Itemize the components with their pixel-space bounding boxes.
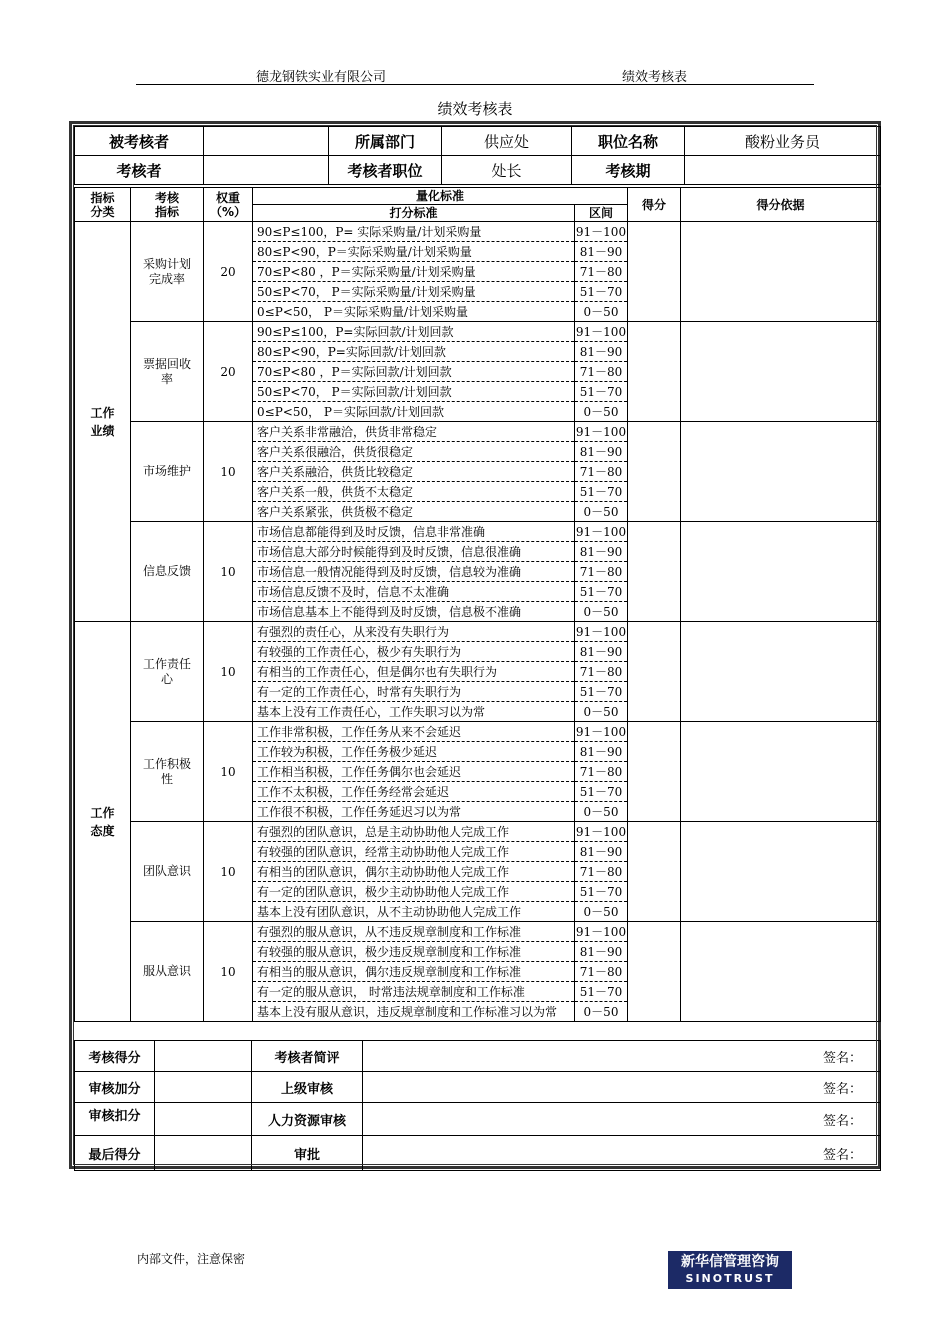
dept-label: 所属部门 — [329, 127, 442, 156]
range-value: 91－100 — [575, 822, 628, 842]
range-value: 51－70 — [575, 782, 628, 802]
criterion-text: 有相当的工作责任心，但是偶尔也有失职行为 — [253, 662, 575, 682]
range-value: 71－80 — [575, 862, 628, 882]
criteria-row — [75, 622, 881, 642]
indicator-name: 市场维护 — [131, 422, 204, 522]
range-value: 51－70 — [575, 582, 628, 602]
weight-value: 10 — [204, 522, 253, 622]
criterion-text: 客户关系紧张，供货极不稳定 — [253, 502, 575, 522]
score-basis-field[interactable] — [681, 622, 881, 722]
range-value: 51－70 — [575, 382, 628, 402]
col-category: 指标分类 — [75, 188, 131, 222]
criteria-row — [75, 722, 881, 742]
range-value: 0－50 — [575, 602, 628, 622]
grading-table — [74, 187, 881, 1022]
weight-value: 10 — [204, 422, 253, 522]
range-value: 91－100 — [575, 622, 628, 642]
criterion-text: 有一定的团队意识，极少主动协助他人完成工作 — [253, 882, 575, 902]
criteria-row — [75, 522, 881, 542]
approval-label: 审批 — [252, 1136, 363, 1171]
indicator-name: 工作责任心 — [131, 622, 204, 722]
criterion-text: 有较强的服从意识，极少违反规章制度和工作标准 — [253, 942, 575, 962]
position-field[interactable]: 酸粉业务员 — [685, 127, 881, 156]
score-basis-field[interactable] — [681, 822, 881, 922]
period-label: 考核期 — [572, 156, 685, 185]
range-value: 91－100 — [575, 522, 628, 542]
form-frame — [69, 121, 881, 1169]
score-field[interactable] — [628, 822, 681, 922]
criterion-text: 有强烈的服从意识，从不违反规章制度和工作标准 — [253, 922, 575, 942]
range-value: 0－50 — [575, 1002, 628, 1022]
criterion-text: 客户关系一般，供货不太稳定 — [253, 482, 575, 502]
indicator-name: 团队意识 — [131, 822, 204, 922]
indicator-name: 工作积极性 — [131, 722, 204, 822]
range-value: 71－80 — [575, 462, 628, 482]
range-value: 81－90 — [575, 942, 628, 962]
indicator-name: 信息反馈 — [131, 522, 204, 622]
criterion-text: 基本上没有工作责任心，工作失职习以为常 — [253, 702, 575, 722]
criterion-text: 90≤P≤100，P= 实际采购量/计划采购量 — [253, 222, 575, 242]
criterion-text: 有较强的工作责任心，极少有失职行为 — [253, 642, 575, 662]
confidential-note: 内部文件，注意保密 — [137, 1252, 246, 1266]
info-table — [74, 126, 881, 185]
weight-value: 10 — [204, 922, 253, 1022]
score-basis-field[interactable] — [681, 222, 881, 322]
sinotrust-logo — [668, 1251, 792, 1289]
range-value: 51－70 — [575, 682, 628, 702]
score-basis-field[interactable] — [681, 522, 881, 622]
score-field[interactable] — [628, 922, 681, 1022]
col-score: 得分 — [628, 188, 681, 222]
criterion-text: 有一定的服从意识， 时常违法规章制度和工作标准 — [253, 982, 575, 1002]
score-field[interactable] — [628, 522, 681, 622]
criterion-text: 工作相当积极，工作任务偶尔也会延迟 — [253, 762, 575, 782]
col-scoring: 打分标准 — [253, 205, 575, 222]
criterion-text: 50≤P<70， P＝实际采购量/计划采购量 — [253, 282, 575, 302]
range-value: 71－80 — [575, 362, 628, 382]
criterion-text: 0≤P<50， P＝实际采购量/计划采购量 — [253, 302, 575, 322]
criterion-text: 有相当的团队意识，偶尔主动协助他人完成工作 — [253, 862, 575, 882]
criterion-text: 客户关系很融洽，供货很稳定 — [253, 442, 575, 462]
deduct-label: 审核扣分 — [75, 1103, 155, 1136]
assessor-label: 考核者 — [75, 156, 204, 185]
range-value: 51－70 — [575, 982, 628, 1002]
bonus-label: 审核加分 — [75, 1072, 155, 1103]
col-weight: 权重（%） — [204, 188, 253, 222]
criterion-text: 工作较为积极，工作任务极少延迟 — [253, 742, 575, 762]
dept-field[interactable]: 供应处 — [442, 127, 572, 156]
score-field[interactable] — [628, 622, 681, 722]
criteria-row — [75, 322, 881, 342]
assessor-position-label: 考核者职位 — [329, 156, 442, 185]
range-value: 91－100 — [575, 322, 628, 342]
assessor-comment-label: 考核者简评 — [252, 1041, 363, 1072]
criterion-text: 市场信息大部分时候能得到及时反馈，信息很准确 — [253, 542, 575, 562]
range-value: 0－50 — [575, 902, 628, 922]
score-basis-field[interactable] — [681, 922, 881, 1022]
criterion-text: 70≤P<80 ，P＝实际回款/计划回款 — [253, 362, 575, 382]
col-indicator: 考核指标 — [131, 188, 204, 222]
score-field[interactable] — [628, 722, 681, 822]
superior-review-field[interactable]: 签名： — [363, 1072, 881, 1103]
range-value: 71－80 — [575, 262, 628, 282]
header-doc-name: 绩效考核表 — [622, 70, 688, 85]
range-value: 81－90 — [575, 542, 628, 562]
assessee-field[interactable] — [204, 127, 329, 156]
range-value: 51－70 — [575, 282, 628, 302]
approval-table — [74, 1040, 881, 1171]
criterion-text: 基本上没有团队意识，从不主动协助他人完成工作 — [253, 902, 575, 922]
criteria-row — [75, 822, 881, 842]
criterion-text: 有强烈的团队意识，总是主动协助他人完成工作 — [253, 822, 575, 842]
weight-value: 10 — [204, 622, 253, 722]
criterion-text: 市场信息反馈不及时，信息不太准确 — [253, 582, 575, 602]
range-value: 91－100 — [575, 722, 628, 742]
superior-review-label: 上级审核 — [252, 1072, 363, 1103]
score-basis-field[interactable] — [681, 722, 881, 822]
range-value: 0－50 — [575, 402, 628, 422]
score-field[interactable] — [628, 322, 681, 422]
indicator-name: 采购计划完成率 — [131, 222, 204, 322]
criterion-text: 有强烈的责任心，从来没有失职行为 — [253, 622, 575, 642]
range-value: 51－70 — [575, 482, 628, 502]
indicator-name: 服从意识 — [131, 922, 204, 1022]
deduct-field[interactable] — [155, 1103, 252, 1136]
range-value: 81－90 — [575, 342, 628, 362]
approval-field[interactable]: 签名： — [363, 1136, 881, 1171]
range-value: 0－50 — [575, 702, 628, 722]
criterion-text: 有一定的工作责任心，时常有失职行为 — [253, 682, 575, 702]
weight-value: 10 — [204, 722, 253, 822]
hr-review-field[interactable]: 签名： — [363, 1103, 881, 1136]
final-score-field[interactable] — [155, 1136, 252, 1171]
range-value: 91－100 — [575, 922, 628, 942]
range-value: 81－90 — [575, 442, 628, 462]
final-score-label-2: 最后得分 — [75, 1136, 155, 1171]
criterion-text: 基本上没有服从意识，违反规章制度和工作标准习以为常 — [253, 1002, 575, 1022]
criterion-text: 工作非常积极，工作任务从来不会延迟 — [253, 722, 575, 742]
range-value: 81－90 — [575, 242, 628, 262]
document-title: 绩效考核表 — [437, 100, 513, 118]
indicator-name: 票据回收率 — [131, 322, 204, 422]
criterion-text: 客户关系融洽，供货比较稳定 — [253, 462, 575, 482]
range-value: 0－50 — [575, 502, 628, 522]
criterion-text: 市场信息一般情况能得到及时反馈，信息较为准确 — [253, 562, 575, 582]
period-field[interactable] — [685, 156, 881, 185]
criterion-text: 工作很不积极，工作任务延迟习以为常 — [253, 802, 575, 822]
criterion-text: 70≤P<80 ，P＝实际采购量/计划采购量 — [253, 262, 575, 282]
range-value: 81－90 — [575, 742, 628, 762]
category-name: 工作业绩 — [75, 222, 131, 622]
range-value: 71－80 — [575, 962, 628, 982]
range-value: 71－80 — [575, 762, 628, 782]
weight-value: 10 — [204, 822, 253, 922]
assessee-label: 被考核者 — [75, 127, 204, 156]
logo-cn: 新华信管理咨询 — [681, 1254, 779, 1270]
range-value: 91－100 — [575, 422, 628, 442]
criterion-text: 80≤P<90，P=实际回款/计划回款 — [253, 342, 575, 362]
range-value: 0－50 — [575, 802, 628, 822]
range-value: 51－70 — [575, 882, 628, 902]
col-quant: 量化标准 — [253, 188, 628, 205]
score-field[interactable] — [628, 222, 681, 322]
criteria-row — [75, 422, 881, 442]
range-value: 71－80 — [575, 662, 628, 682]
criterion-text: 市场信息基本上不能得到及时反馈，信息极不准确 — [253, 602, 575, 622]
range-value: 71－80 — [575, 562, 628, 582]
assessor-field[interactable] — [204, 156, 329, 185]
criterion-text: 市场信息都能得到及时反馈，信息非常准确 — [253, 522, 575, 542]
criteria-row — [75, 222, 881, 242]
range-value: 0－50 — [575, 302, 628, 322]
hr-review-label: 人力资源审核 — [252, 1103, 363, 1136]
score-basis-field[interactable] — [681, 322, 881, 422]
assessment-score-field[interactable] — [155, 1041, 252, 1072]
criterion-text: 客户关系非常融洽，供货非常稳定 — [253, 422, 575, 442]
score-basis-field[interactable] — [681, 422, 881, 522]
criteria-row — [75, 922, 881, 942]
category-name: 工作态度 — [75, 622, 131, 1022]
page-header — [136, 66, 814, 85]
logo-en: SINOTRUST — [685, 1272, 775, 1285]
criterion-text: 有相当的服从意识，偶尔违反规章制度和工作标准 — [253, 962, 575, 982]
assessor-position-field[interactable]: 处长 — [442, 156, 572, 185]
range-value: 91－100 — [575, 222, 628, 242]
criterion-text: 0≤P<50， P＝实际回款/计划回款 — [253, 402, 575, 422]
range-value: 81－90 — [575, 642, 628, 662]
criterion-text: 有较强的团队意识，经常主动协助他人完成工作 — [253, 842, 575, 862]
criterion-text: 80≤P<90，P＝实际采购量/计划采购量 — [253, 242, 575, 262]
assessor-comment-field[interactable]: 签名： — [363, 1041, 881, 1072]
criterion-text: 90≤P≤100，P=实际回款/计划回款 — [253, 322, 575, 342]
weight-value: 20 — [204, 322, 253, 422]
weight-value: 20 — [204, 222, 253, 322]
range-value: 81－90 — [575, 842, 628, 862]
col-range: 区间 — [575, 205, 628, 222]
position-label: 职位名称 — [572, 127, 685, 156]
company-name: 德龙钢铁实业有限公司 — [256, 70, 387, 85]
final-score-label: 考核得分 — [75, 1041, 155, 1072]
col-basis: 得分依据 — [681, 188, 881, 222]
criterion-text: 工作不太积极，工作任务经常会延迟 — [253, 782, 575, 802]
criterion-text: 50≤P<70， P＝实际回款/计划回款 — [253, 382, 575, 402]
score-field[interactable] — [628, 422, 681, 522]
bonus-field[interactable] — [155, 1072, 252, 1103]
